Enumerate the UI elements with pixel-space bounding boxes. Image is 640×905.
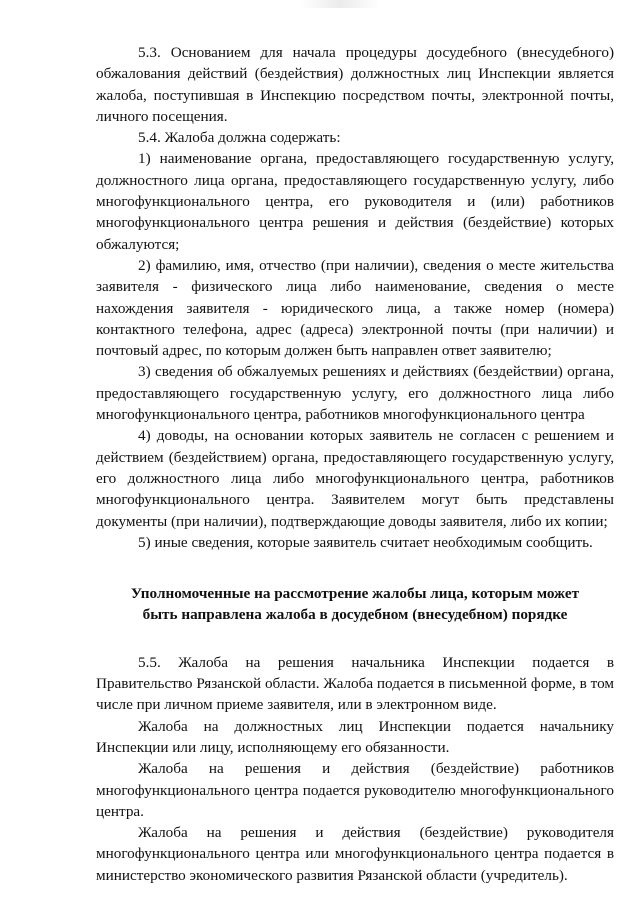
paragraph-5-3: 5.3. Основанием для начала процедуры досудебного (внесудебного) обжалования действий (бездействия) должностных лиц Инспекции является жалоба, поступившая в Инспекцию посредством почты, электронной почты, личного посещения. (96, 44, 614, 125)
paragraph-mfc-head: Жалоба на решения и действия (бездействие) руководителя многофункционального центра или многофункционального центра подается в министерство экономического развития Рязанской области (учредитель). (96, 824, 614, 884)
paragraph-officials: Жалоба на должностных лиц Инспекции подается начальнику Инспекции или лицу, исполняющему его обязанности. (96, 717, 614, 756)
list-item-4: 4) доводы, на основании которых заявитель не согласен с решением и действием (бездействием) органа, предоставляющего государственную услугу, его должностного лица либо многофункционального центра, работников многофункционального центра. Заявителем могут быть представлены документы (при наличии), подтверждающие доводы заявителя, либо их копии; (96, 427, 614, 530)
section-heading: Уполномоченные на рассмотрение жалобы лица, которым может быть направлена жалоба в досудебном (внесудебном) порядке (130, 585, 580, 624)
list-item-5: 5) иные сведения, которые заявитель считает необходимым сообщить. (138, 533, 593, 551)
paragraph-5-5: 5.5. Жалоба на решения начальника Инспекции подается в Правительство Рязанской области. Жалоба подается в письменной форме, в том числе при личном приеме заявителя, или в электронном виде. (96, 653, 614, 714)
document-body (96, 42, 614, 886)
scan-artifact (300, 0, 380, 8)
list-item-2: 2) фамилию, имя, отчество (при наличии), сведения о месте жительства заявителя - физического лица либо наименование, сведения о месте нахождения заявителя - юридического лица, а также номер (номера) контактного телефона, адрес (адреса) электронной почты (при наличии) и почтовый адрес, по которым должен быть направлен ответ заявителю; (96, 256, 614, 360)
list-item-3: 3) сведения об обжалуемых решениях и действиях (бездействии) органа, предоставляющего государственную услугу, его должностного лица либо многофункционального центра, работников многофункционального центра (96, 363, 614, 424)
paragraph-5-4: 5.4. Жалоба должна содержать: (138, 129, 341, 147)
list-item-1: 1) наименование органа, предоставляющего государственную услугу, должностного лица органа, предоставляющего государственную услугу, либо многофункционального центра, его руководителя и (или) работников многофункционального центра решения и действия (бездействие) которых обжалуются; (96, 150, 614, 253)
paragraph-mfc-workers: Жалоба на решения и действия (бездействие) работников многофункционального центра подается руководителю многофункционального центра. (96, 760, 614, 820)
